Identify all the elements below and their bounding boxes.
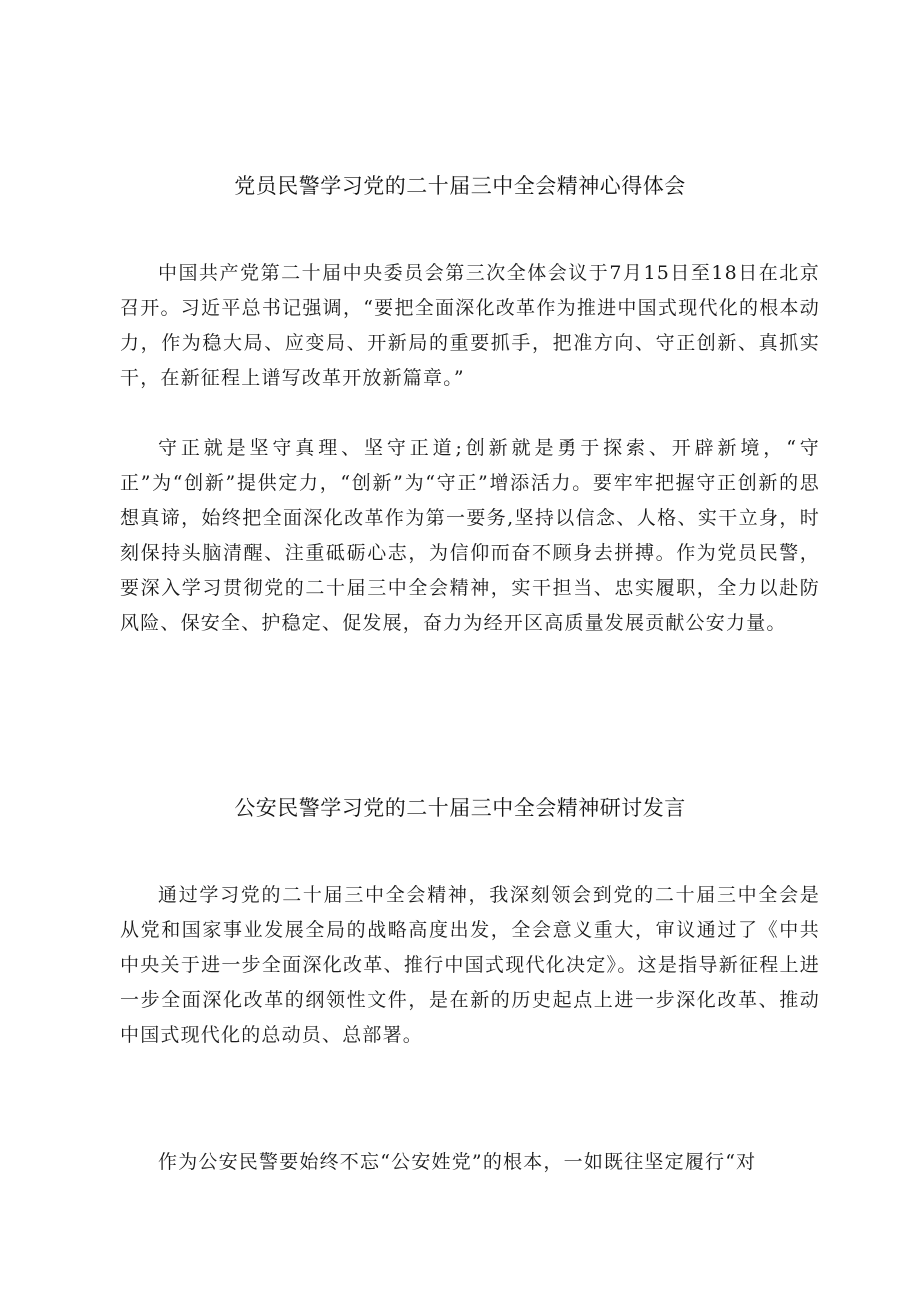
document-title-2: 公安民警学习党的二十届三中全会精神研讨发言 — [234, 796, 686, 820]
paragraph-3: 通过学习党的二十届三中全会精神，我深刻领会到党的二十届三中全会是从党和国家事业发展全局的战略高度出发，全会意义重大，审议通过了《中共中央关于进一步全面深化改革、推行中国式现代化决定》。这是指导新征程上进一步全面深化改革的纲领性文件，是在新的历史起点上进一步深化改革、推动中国式现代化的总动员、总部署。 — [120, 884, 820, 1046]
document-title-1: 党员民警学习党的二十届三中全会精神心得体会 — [234, 174, 686, 198]
paragraph-2: 守正就是坚守真理、坚守正道;创新就是勇于探索、开辟新境，“守正”为“创新”提供定力，“创新”为“守正”增添活力。要牢牢把握守正创新的思想真谛，始终把全面深化改革作为第一要务,坚持以信念、人格、实干立身，时刻保持头脑清醒、注重砥砺心志，为信仰而奋不顾身去拼搏。作为党员民警，要深入学习贯彻党的二十届三中全会精神，实干担当、忠实履职，全力以赴防风险、保安全、护稳定、促发展，奋力为经开区高质量发展贡献公安力量。 — [120, 437, 820, 634]
paragraph-1: 中国共产党第二十届中央委员会第三次全体会议于7月15日至18日在北京召开。习近平总书记强调，“要把全面深化改革作为推进中国式现代化的根本动力，作为稳大局、应变局、开新局的重要抓手，把准方向、守正创新、真抓实干，在新征程上谱写改革开放新篇章。” — [120, 262, 820, 389]
paragraph-4: 作为公安民警要始终不忘“公安姓党”的根本，一如既往坚定履行“对 — [158, 1151, 757, 1173]
